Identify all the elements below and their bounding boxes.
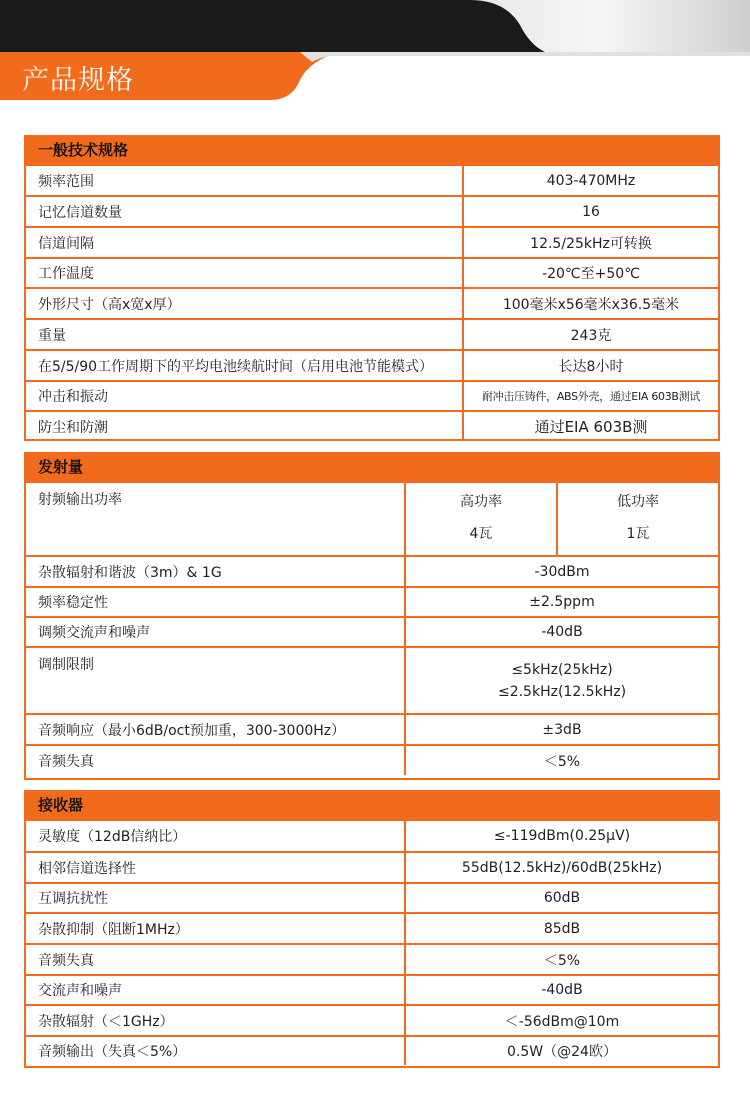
- spec-label: 射频输出功率: [26, 483, 406, 555]
- table-row: [26, 410, 718, 441]
- spec-label: 音频失真: [26, 746, 406, 775]
- table-row: [26, 646, 718, 713]
- spec-value: -40dB: [541, 982, 583, 998]
- low-power-column: [556, 483, 718, 555]
- spec-value: ≤-119dBm(0.25μV): [493, 828, 631, 844]
- modulation-values: [406, 648, 718, 713]
- spec-value: 85dB: [543, 920, 581, 937]
- spec-value: 通过EIA 603B测: [534, 418, 648, 436]
- spec-label: 在5/5/90工作周期下的平均电池续航时间（启用电池节能模式）: [26, 351, 464, 380]
- spec-label: 音频失真: [26, 945, 406, 974]
- page-title: 产品规格: [22, 65, 134, 96]
- transmit-specs-table: [24, 452, 720, 780]
- spec-label: 杂散辐射（＜1GHz）: [26, 1006, 406, 1035]
- spec-value: 12.5/25kHz可转换: [530, 235, 652, 252]
- spec-value: ＜5%: [543, 753, 581, 770]
- table-row: [26, 287, 718, 318]
- spec-label: 互调抗扰性: [26, 884, 406, 912]
- spec-value: 243克: [570, 327, 612, 344]
- spec-value: 0.5W（@24欧）: [507, 1044, 617, 1060]
- spec-value: ±3dB: [542, 721, 582, 738]
- spec-label: 频率稳定性: [26, 588, 406, 616]
- high-power-value: 4瓦: [469, 526, 493, 542]
- spec-value: -30dBm: [534, 563, 590, 580]
- spec-label: 调频交流声和噪声: [26, 618, 406, 646]
- table-row: [26, 851, 718, 882]
- table-row: [26, 912, 718, 943]
- high-power-column: [406, 483, 556, 555]
- spec-label: 重量: [26, 320, 464, 349]
- spec-label: 防尘和防潮: [26, 412, 464, 441]
- spec-label: 调制限制: [26, 648, 406, 713]
- spec-label: 杂散抑制（阻断1MHz）: [26, 914, 406, 943]
- spec-label: 交流声和噪声: [26, 976, 406, 1004]
- spec-label: 音频输出（失真＜5%）: [26, 1037, 406, 1065]
- spec-value: -20℃至+50℃: [542, 266, 640, 282]
- spec-label: 记忆信道数量: [26, 197, 464, 226]
- spec-label: 灵敏度（12dB信纳比）: [26, 821, 406, 851]
- spec-label: 冲击和振动: [26, 382, 464, 410]
- table-row: [26, 195, 718, 226]
- spec-label: 杂散辐射和谐波（3m）& 1G: [26, 557, 406, 586]
- table-row: [26, 616, 718, 646]
- header-banner: [0, 0, 750, 110]
- table-row: [26, 882, 718, 912]
- power-values: [406, 483, 718, 555]
- spec-label: 音频响应（最小6dB/oct预加重，300-3000Hz）: [26, 715, 406, 744]
- spec-value: 60dB: [543, 890, 581, 906]
- low-power-label: 低功率: [617, 494, 659, 510]
- spec-label: 频率范围: [26, 166, 464, 195]
- table-row: [26, 943, 718, 974]
- table-row: [26, 586, 718, 616]
- spec-value: ±2.5ppm: [529, 594, 595, 610]
- table-row: [26, 257, 718, 287]
- table-row: [26, 483, 718, 555]
- table-row: [26, 166, 718, 195]
- spec-label: 信道间隔: [26, 228, 464, 257]
- table-row: [26, 318, 718, 349]
- general-specs-table: [24, 135, 720, 441]
- low-power-value: 1瓦: [626, 526, 650, 542]
- table-row: [26, 380, 718, 410]
- spec-value: 55dB(12.5kHz)/60dB(25kHz): [461, 859, 663, 876]
- spec-label: 工作温度: [26, 259, 464, 287]
- spec-value: ＜5%: [543, 952, 581, 969]
- spec-value: -40dB: [541, 624, 583, 640]
- spec-value: 100毫米x56毫米x36.5毫米: [502, 296, 680, 313]
- spec-value: 长达8小时: [558, 358, 624, 375]
- high-power-label: 高功率: [460, 494, 502, 510]
- spec-value: 403-470MHz: [546, 172, 636, 189]
- table-row: [26, 349, 718, 380]
- table-row: [26, 744, 718, 775]
- table-row: [26, 555, 718, 586]
- general-specs-heading: 一般技术规格: [26, 137, 718, 166]
- table-row: [26, 974, 718, 1004]
- table-row: [26, 713, 718, 744]
- table-row: [26, 1035, 718, 1065]
- spec-value: ≤2.5kHz(12.5kHz): [497, 683, 627, 700]
- spec-label: 外形尺寸（高x宽x厚）: [26, 289, 464, 318]
- table-row: [26, 821, 718, 851]
- receiver-specs-table: [24, 790, 720, 1068]
- spec-value: ＜-56dBm@10m: [504, 1013, 620, 1030]
- spec-value: 耐冲击压铸件，ABS外壳，通过EIA 603B测试: [481, 390, 701, 403]
- spec-value: 16: [582, 203, 600, 220]
- table-row: [26, 1004, 718, 1035]
- transmit-specs-heading: 发射量: [26, 454, 718, 483]
- receiver-specs-heading: 接收器: [26, 792, 718, 821]
- table-row: [26, 226, 718, 257]
- spec-value: ≤5kHz(25kHz): [511, 661, 613, 678]
- spec-label: 相邻信道选择性: [26, 853, 406, 882]
